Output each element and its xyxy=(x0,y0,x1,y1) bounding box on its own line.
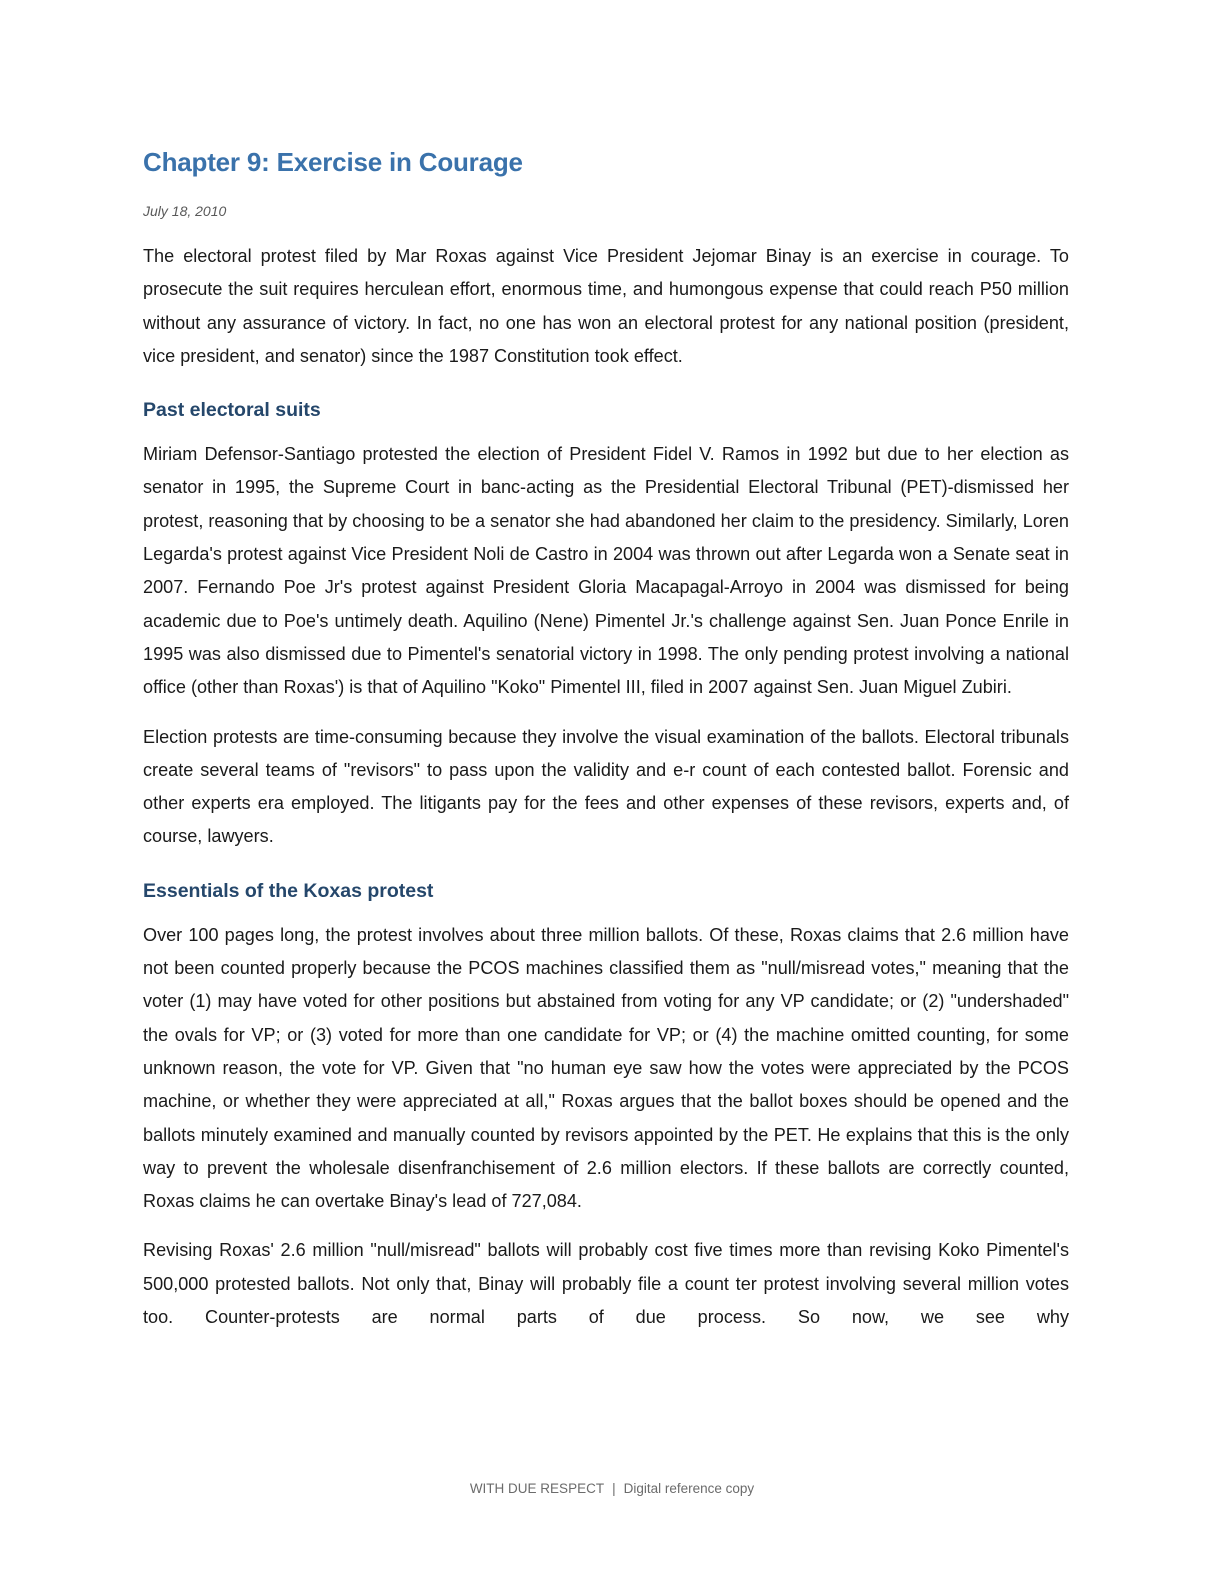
footer-book-title: WITH DUE RESPECT xyxy=(469,1481,605,1496)
paragraph: Miriam Defensor-Santiago protested the election of President Fidel V. Ramos in 1992 but due to her election as senator in 1995, the Supreme Court in banc-acting as the Presidential Electoral Tribunal (PET)-dismissed her protest, reasoning that by choosing to be a senator she had abandoned her claim to the presidency. Similarly, Loren Legarda's protest against Vice President Noli de Castro in 2004 was thrown out after Legarda won a Senate seat in 2007. Fernando Poe Jr's protest against President Gloria Macapagal-Arroyo in 2004 was dismissed for being academic due to Poe's untimely death. Aquilino (Nene) Pimentel Jr.'s challenge against Sen. Juan Ponce Enrile in 1995 was also dismissed due to Pimentel's senatorial victory in 1998. The only pending protest involving a national office (other than Roxas') is that of Aquilino "Koko" Pimentel III, filed in 2007 against Sen. Juan Miguel Zubiri. xyxy=(143,444,1069,698)
footer-separator: | xyxy=(612,1481,616,1496)
section-essentials-of-protest xyxy=(143,876,1069,1335)
paragraph: Election protests are time-consuming because they involve the visual examination of the ballots. Electoral tribunals create several teams of "revisors" to pass upon the validity and e-r count of each contested ballot. Forensic and other experts era employed. The litigants pay for the fees and other expenses of these revisors, experts and, of course, lawyers. xyxy=(143,726,1069,847)
paragraph: Over 100 pages long, the protest involves about three million ballots. Of these, Roxas claims that 2.6 million have not been counted properly because the PCOS machines classified them as "null/misread votes," meaning that the voter (1) may have voted for other positions but abstained from voting for any VP candidate; or (2) "undershaded" the ovals for VP; or (3) voted for more than one candidate for VP; or (4) the machine omitted counting, for some unknown reason, the vote for VP. Given that "no human eye saw how the votes were appreciated by the PCOS machine, or whether they were appreciated at all," Roxas argues that the ballot boxes should be opened and the ballots minutely examined and manually counted by revisors appointed by the PET. He explains that this is the only way to prevent the wholesale disenfranchisement of 2.6 million electors. If these ballots are correctly counted, Roxas claims he can overtake Binay's lead of 727,084. xyxy=(143,924,1069,1212)
footer-copy-label: Digital reference copy xyxy=(623,1481,755,1496)
document-page xyxy=(143,140,1069,1334)
chapter-title: Chapter 9: Exercise in Courage xyxy=(143,147,523,177)
paragraph: Revising Roxas' 2.6 million "null/misread" ballots will probably cost five times more than revising Koko Pimentel's 500,000 protested ballots. Not only that, Binay will probably file a count ter protest involving several million votes too. Counter-protests are normal parts of due process. So now, we see why xyxy=(143,1240,1069,1328)
page-footer xyxy=(0,1479,1224,1499)
intro-paragraph: The electoral protest filed by Mar Roxas against Vice President Jejomar Binay is an exercise in courage. To prosecute the suit requires herculean effort, enormous time, and humongous expense that could reach P50 million without any assurance of victory. In fact, no one has won an electoral protest for any national position (president, vice president, and senator) since the 1987 Constitution took effect. xyxy=(143,246,1069,366)
section-heading: Essentials of the Koxas protest xyxy=(143,879,434,902)
publication-date: July 18, 2010 xyxy=(143,203,227,219)
section-past-electoral-suits xyxy=(143,395,1069,854)
section-heading: Past electoral suits xyxy=(143,399,321,422)
